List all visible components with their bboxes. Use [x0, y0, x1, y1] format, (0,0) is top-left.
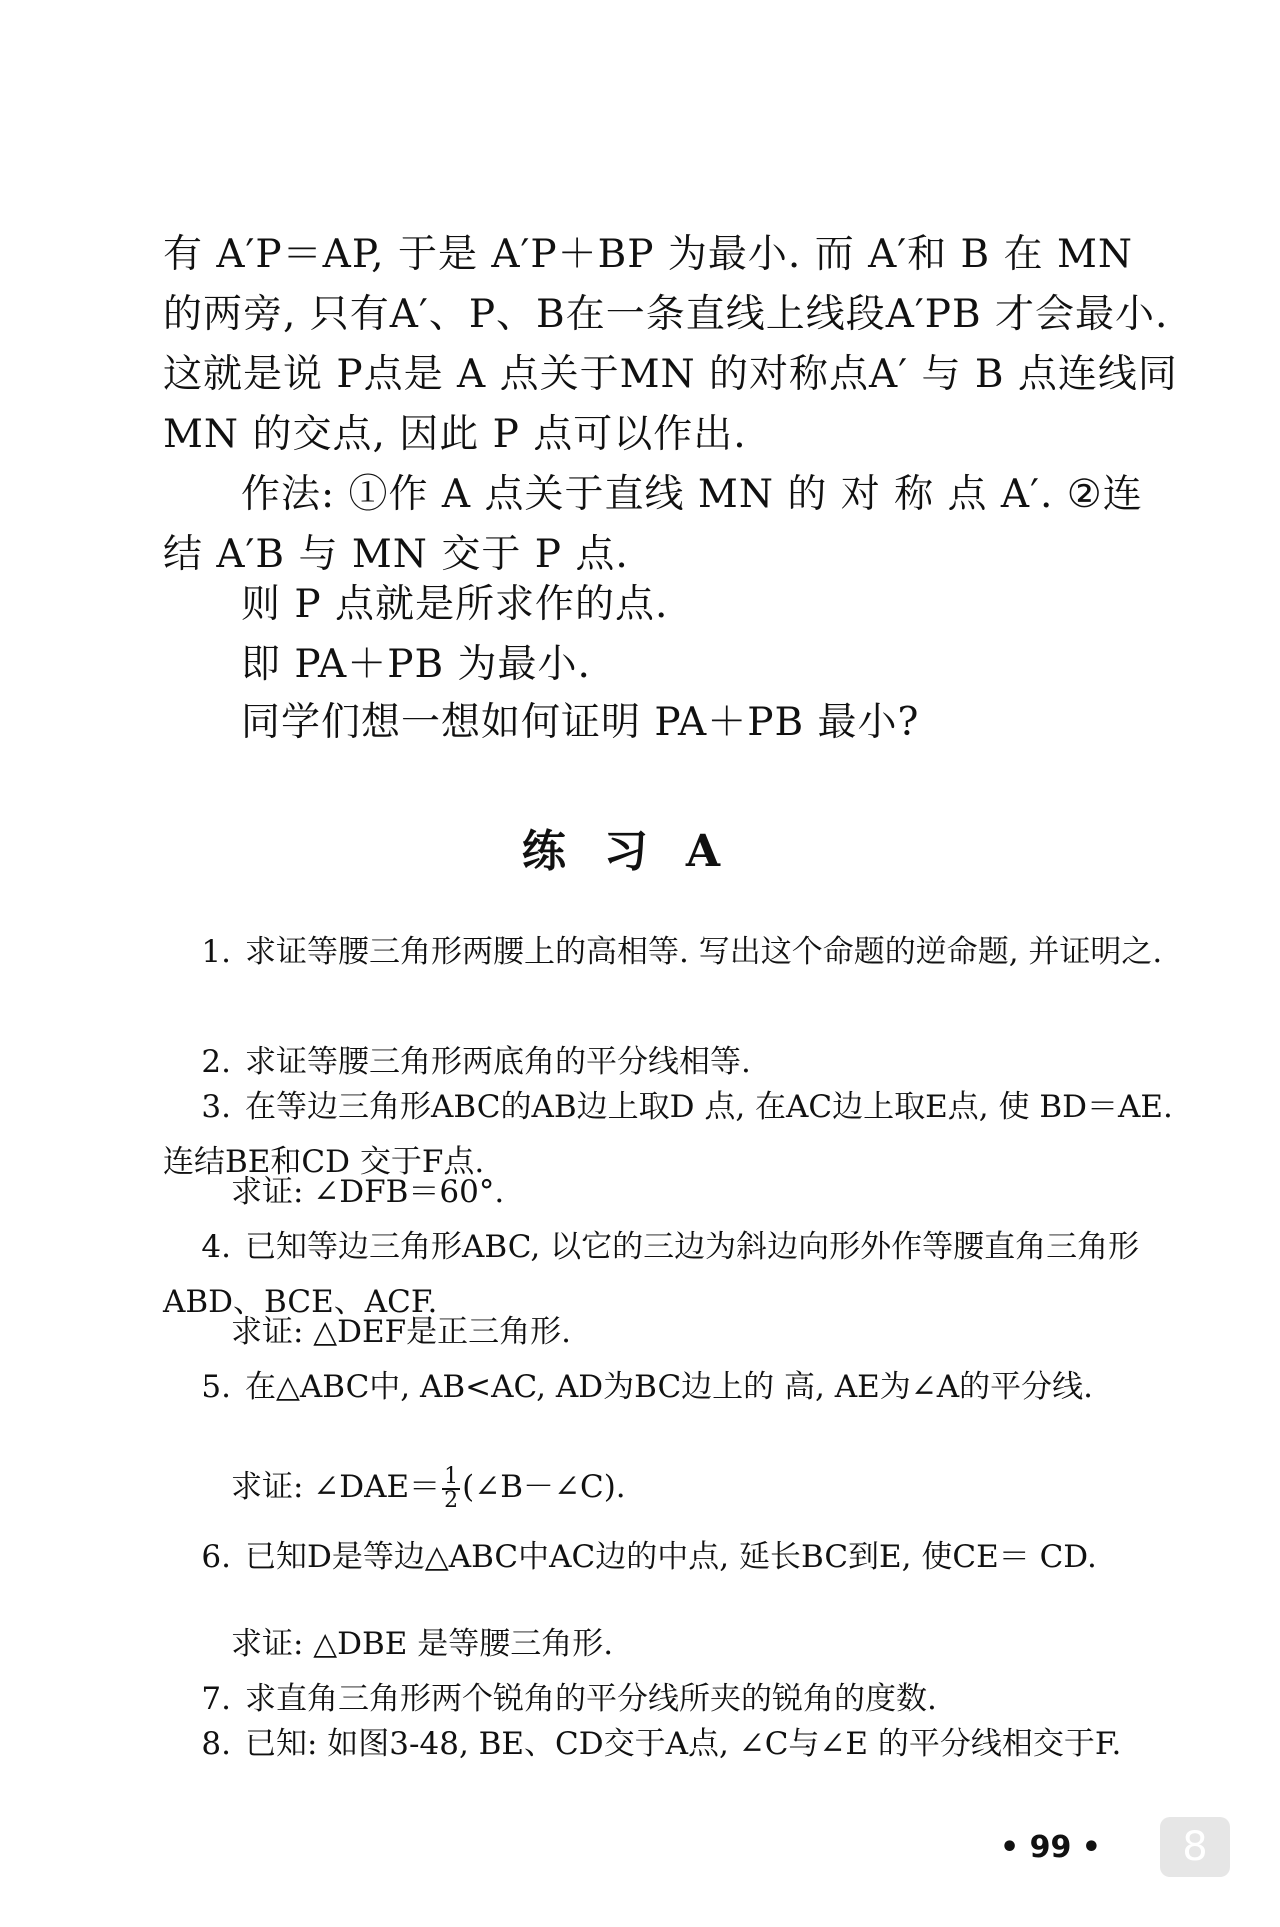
exercise-3-text: 在等边三角形ABC的AB边上取D 点, 在AC边上取E点, 使 BD＝AE. 连结BE和CD 交于F点.: [163, 1089, 1173, 1180]
page-badge: 8: [1160, 1817, 1230, 1877]
exercise-1-text: 求证等腰三角形两腰上的高相等. 写出这个命题的逆命题, 并证明之.: [245, 934, 1163, 970]
construction-method: 作法: ①作 A 点关于直线 MN 的 对 称 点 A′. ②连 结 A′B 与 MN 交于 P 点.: [163, 472, 1143, 577]
exercise-7-text: 求直角三角形两个锐角的平分线所夹的锐角的度数.: [245, 1681, 937, 1717]
minimum-statement: 即 PA＋PB 为最小.: [241, 642, 591, 687]
construction-result: 则 P 点就是所求作的点.: [241, 582, 669, 627]
exercise-2-number: 2.: [201, 1044, 231, 1080]
exercise-4-text: 已知等边三角形ABC, 以它的三边为斜边向形外作等腰直角三角形ABD、BCE、ACF.: [163, 1229, 1140, 1320]
exercise-3-proof: 求证: ∠DFB＝60°.: [231, 1174, 505, 1210]
exercise-5-proof-start: 求证: ∠DAE＝: [231, 1469, 441, 1505]
exercise-5-proof-end: (∠B－∠C).: [462, 1469, 626, 1505]
exercise-8: [163, 1717, 1193, 1772]
exercise-6: [163, 1530, 1193, 1585]
exercise-5: [163, 1360, 1193, 1415]
fraction-numerator: 1: [444, 1463, 459, 1489]
exercise-7-number: 7.: [201, 1681, 231, 1717]
one-half-fraction: [442, 1463, 460, 1513]
page-number: • 99 •: [1000, 1830, 1101, 1865]
exercise-1: [163, 925, 1193, 980]
exercise-6-number: 6.: [201, 1539, 231, 1575]
exercise-3-number: 3.: [201, 1089, 231, 1125]
exercise-4-proof: 求证: △DEF是正三角形.: [231, 1314, 571, 1350]
fraction-denominator: 2: [444, 1487, 459, 1513]
exercise-1-number: 1.: [201, 934, 231, 970]
exercise-5-text: 在△ABC中, AB<AC, AD为BC边上的 高, AE为∠A的平分线.: [245, 1369, 1093, 1405]
exercise-6-text: 已知D是等边△ABC中AC边的中点, 延长BC到E, 使CE＝ CD.: [245, 1539, 1097, 1575]
exercise-6-proof: 求证: △DBE 是等腰三角形.: [231, 1626, 614, 1662]
think-question: 同学们想一想如何证明 PA＋PB 最小?: [241, 700, 920, 745]
exercise-8-number: 8.: [201, 1726, 231, 1762]
exercise-title: 练习A: [521, 826, 759, 877]
intro-paragraph: 有 A′P＝AP, 于是 A′P＋BP 为最小. 而 A′和 B 在 MN 的两旁, 只有A′、P、B在一条直线上线段A′PB 才会最小. 这就是说 P点是 A 点关于MN 的对称点A′ 与 B 点连线同MN 的交点, 因此 P 点可以作出.: [163, 232, 1178, 457]
exercise-2-text: 求证等腰三角形两底角的平分线相等.: [245, 1044, 751, 1080]
exercise-4-number: 4.: [201, 1229, 231, 1265]
exercise-8-text: 已知: 如图3-48, BE、CD交于A点, ∠C与∠E 的平分线相交于F.: [245, 1726, 1122, 1762]
exercise-5-number: 5.: [201, 1369, 231, 1405]
exercise-5-proof: [163, 1460, 1261, 1515]
